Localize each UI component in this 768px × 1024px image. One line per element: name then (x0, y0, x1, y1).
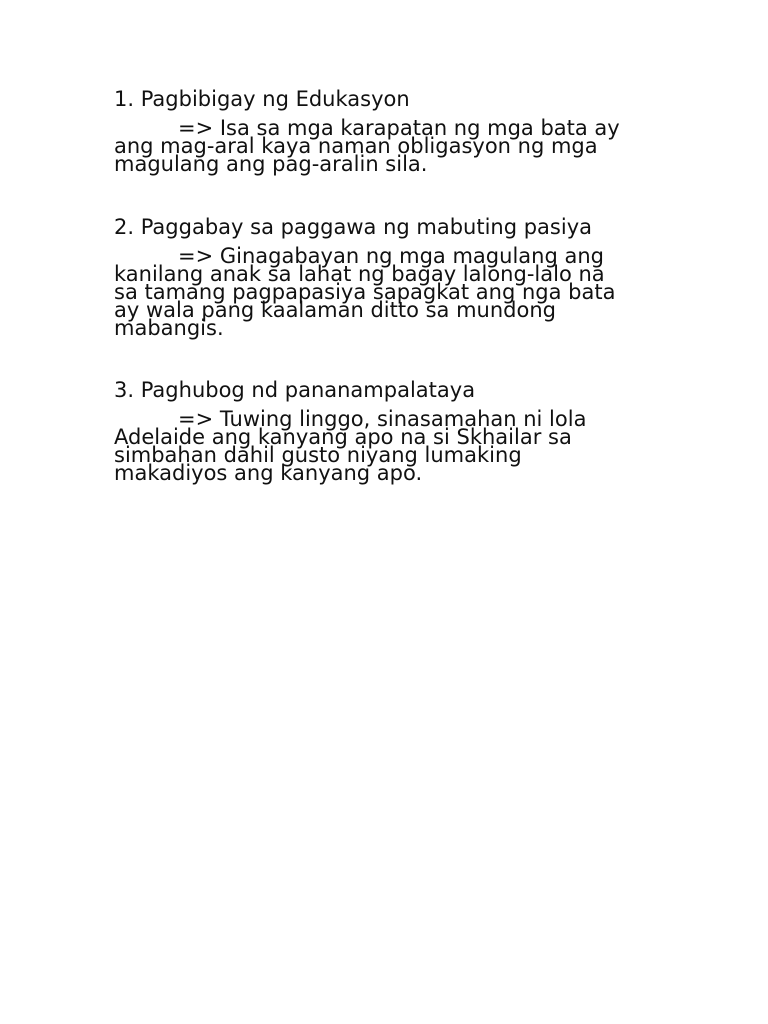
paragraph-line: magulang ang pag-aralin sila. (114, 152, 428, 176)
list-item (114, 215, 674, 340)
item-paragraph (114, 407, 674, 485)
paragraph-line: Adelaide ang kanyang apo na si Skhailar sa (114, 425, 572, 449)
item-paragraph (114, 116, 674, 176)
list-item (114, 378, 674, 485)
item-heading: 3. Paghubog nd pananampalataya (114, 378, 476, 402)
list-item (114, 87, 674, 176)
paragraph-line: ang mag-aral kaya naman obligasyon ng mga (114, 134, 598, 158)
item-heading: 1. Pagbibigay ng Edukasyon (114, 87, 410, 111)
item-heading: 2. Paggabay sa paggawa ng mabuting pasiya (114, 215, 592, 239)
paragraph-line: simbahan dahil gusto niyang lumaking (114, 443, 522, 467)
paragraph-line: sa tamang pagpapasiya sapagkat ang nga bata (114, 280, 616, 304)
paragraph-line: mabangis. (114, 316, 224, 340)
paragraph-line: makadiyos ang kanyang apo. (114, 461, 423, 485)
paragraph-line: ay wala pang kaalaman ditto sa mundong (114, 298, 556, 322)
paragraph-line: => Isa sa mga karapatan ng mga bata ay (178, 116, 620, 140)
paragraph-line: => Ginagabayan ng mga magulang ang (178, 244, 604, 268)
paragraph-line: kanilang anak sa lahat ng bagay lalong-lalo na (114, 262, 605, 286)
paragraph-line: => Tuwing linggo, sinasamahan ni lola (178, 407, 587, 431)
item-paragraph (114, 244, 674, 340)
